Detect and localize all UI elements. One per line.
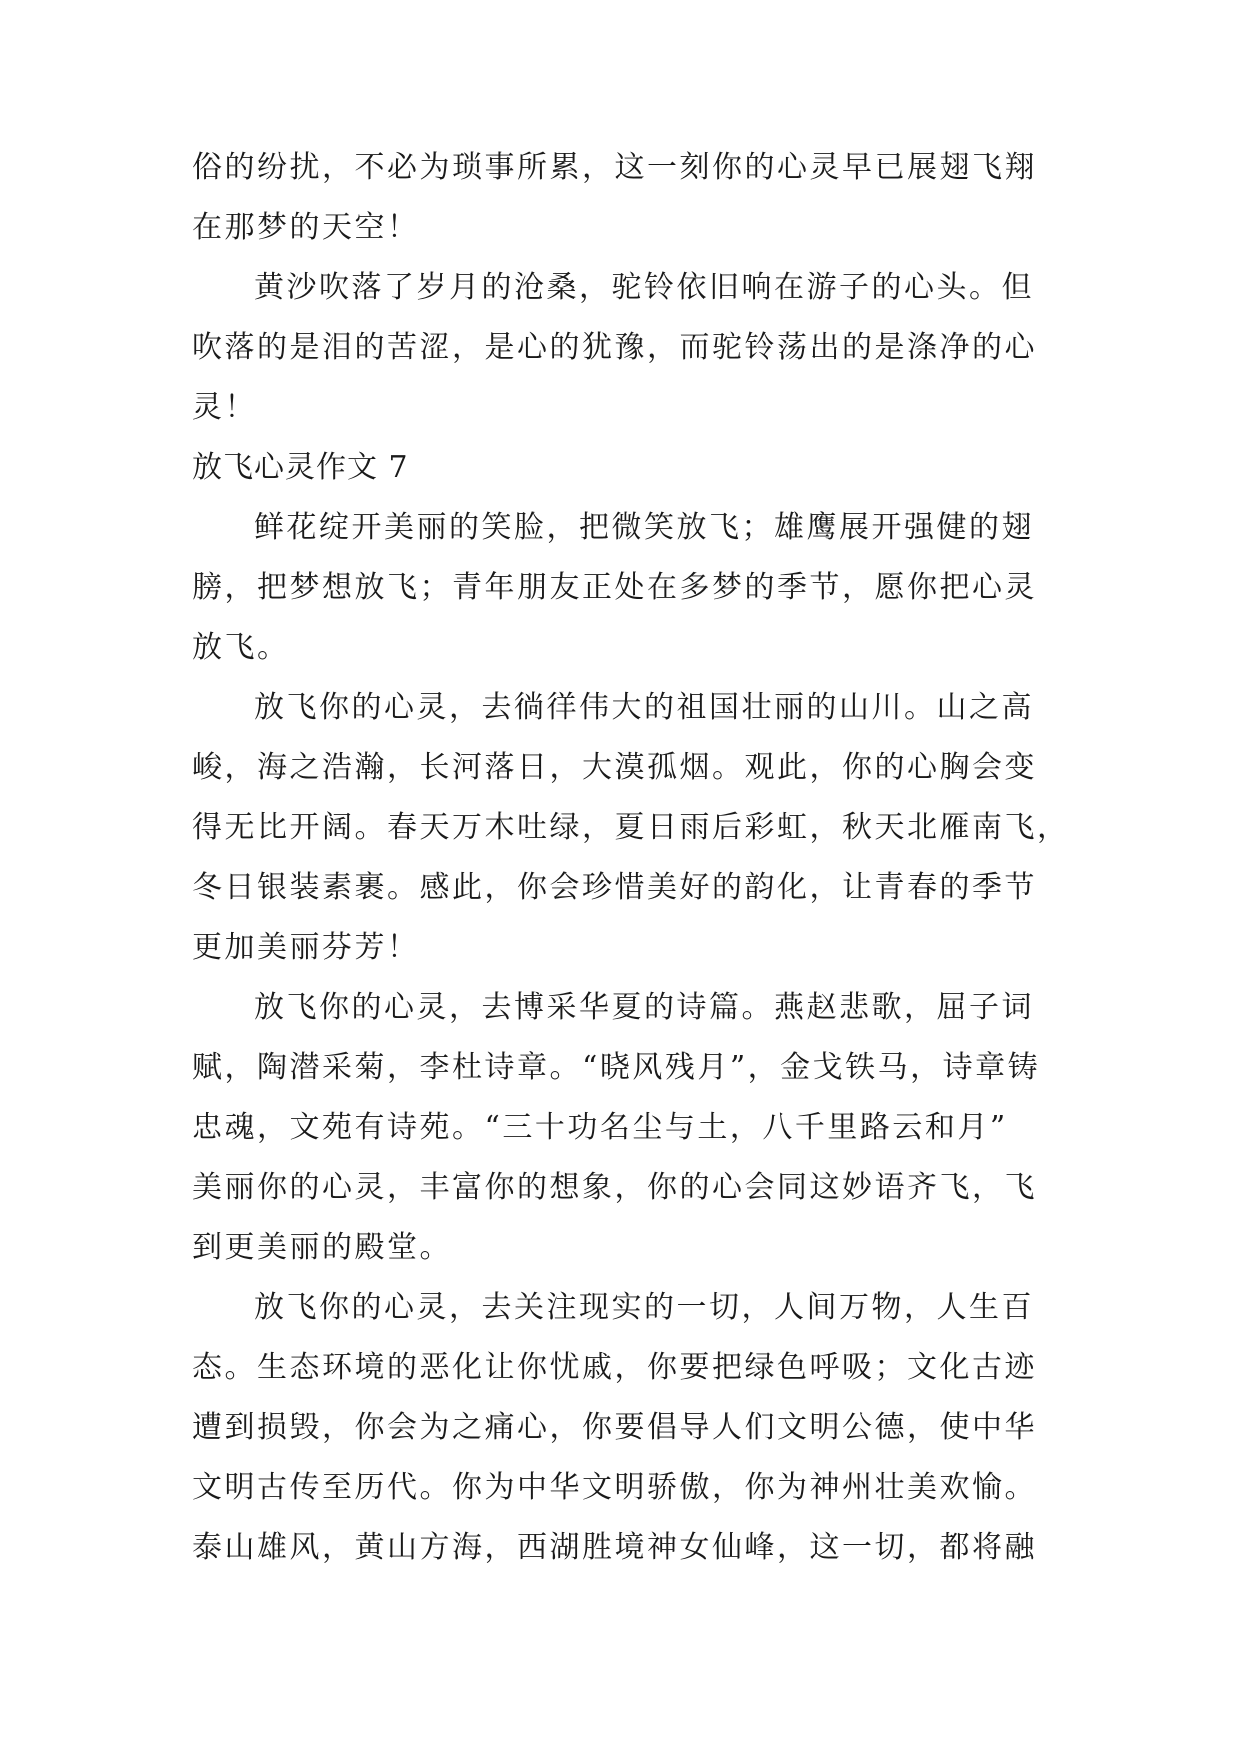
text-line: 吹落的是泪的苦涩，是心的犹豫，而驼铃荡出的是涤净的心 bbox=[192, 330, 1037, 365]
text-line: 峻，海之浩瀚，长河落日，大漠孤烟。观此，你的心胸会变 bbox=[192, 750, 1037, 785]
paragraph-first-line: 鲜花绽开美丽的笑脸，把微笑放飞；雄鹰展开强健的翅 bbox=[254, 510, 1034, 545]
paragraph-first-line: 放飞你的心灵，去关注现实的一切，人间万物，人生百 bbox=[254, 1290, 1034, 1325]
text-line: 冬日银装素裹。感此，你会珍惜美好的韵化，让青春的季节 bbox=[192, 870, 1037, 905]
text-line: 放飞。 bbox=[192, 630, 290, 665]
section-heading: 放飞心灵作文 7 bbox=[192, 450, 409, 485]
text-line: 得无比开阔。春天万木吐绿，夏日雨后彩虹，秋天北雁南飞， bbox=[192, 810, 1070, 845]
paragraph-first-line: 黄沙吹落了岁月的沧桑，驼铃依旧响在游子的心头。但 bbox=[254, 270, 1034, 305]
text-line: 赋，陶潜采菊，李杜诗章。“晓风残月”，金戈铁马，诗章铸 bbox=[192, 1050, 1041, 1085]
text-line: 到更美丽的殿堂。 bbox=[192, 1230, 452, 1265]
text-line: 忠魂，文苑有诗苑。“三十功名尘与土，八千里路云和月” bbox=[192, 1110, 1008, 1145]
paragraph-first-line: 放飞你的心灵，去徜徉伟大的祖国壮丽的山川。山之高 bbox=[254, 690, 1034, 725]
text-line: 更加美丽芬芳！ bbox=[192, 930, 420, 965]
text-line: 遭到损毁，你会为之痛心，你要倡导人们文明公德，使中华 bbox=[192, 1410, 1037, 1445]
text-line: 泰山雄风，黄山方海，西湖胜境神女仙峰，这一切，都将融 bbox=[192, 1530, 1037, 1565]
text-line: 文明古传至历代。你为中华文明骄傲，你为神州壮美欢愉。 bbox=[192, 1470, 1037, 1505]
text-line: 膀，把梦想放飞；青年朋友正处在多梦的季节，愿你把心灵 bbox=[192, 570, 1037, 605]
text-line: 俗的纷扰，不必为琐事所累，这一刻你的心灵早已展翅飞翔 bbox=[192, 150, 1037, 185]
text-line: 美丽你的心灵，丰富你的想象，你的心会同这妙语齐飞，飞 bbox=[192, 1170, 1037, 1205]
paragraph-first-line: 放飞你的心灵，去博采华夏的诗篇。燕赵悲歌，屈子词 bbox=[254, 990, 1034, 1025]
text-line: 态。生态环境的恶化让你忧戚，你要把绿色呼吸；文化古迹 bbox=[192, 1350, 1037, 1385]
text-line: 灵！ bbox=[192, 390, 257, 425]
text-line: 在那梦的天空！ bbox=[192, 210, 420, 245]
